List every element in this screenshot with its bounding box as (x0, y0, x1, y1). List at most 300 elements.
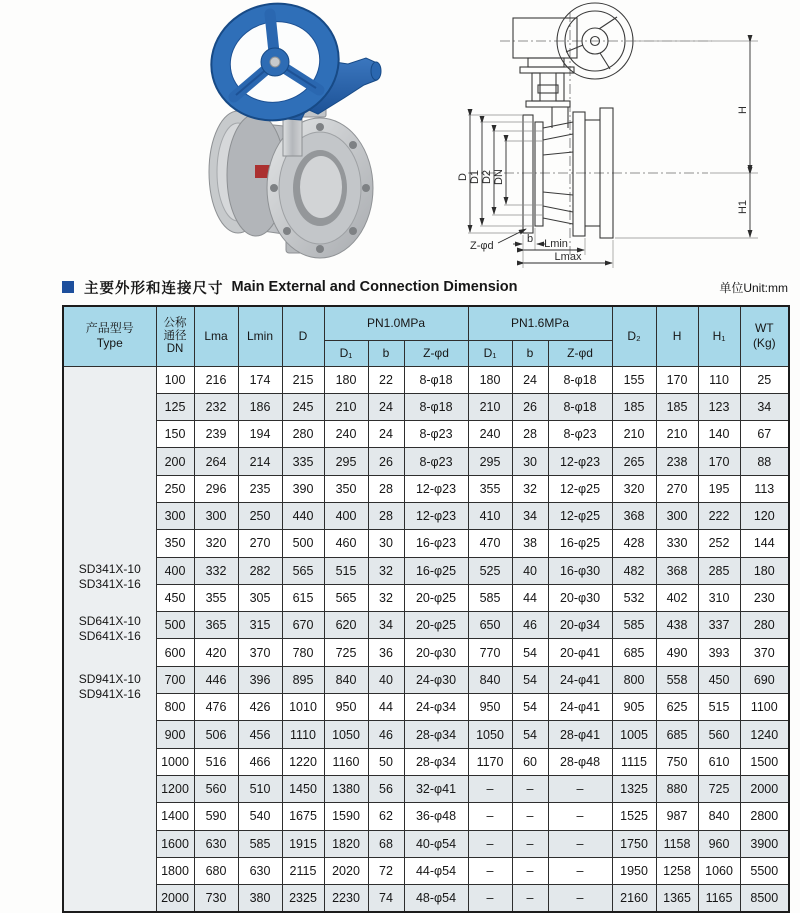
table-cell: 1820 (324, 830, 368, 857)
table-cell: 34 (740, 393, 789, 420)
table-cell: 1115 (612, 748, 656, 775)
table-cell: 20-φ25 (404, 584, 468, 611)
table-cell: 30 (368, 530, 404, 557)
table-cell: – (512, 857, 548, 884)
col-header-pn16-z: Z-φd (548, 340, 612, 366)
table-cell: 144 (740, 530, 789, 557)
table-cell: 440 (282, 502, 324, 529)
table-cell: 28 (512, 421, 548, 448)
table-cell: – (468, 885, 512, 912)
col-header-d2: D₂ (612, 306, 656, 366)
table-cell: 200 (156, 448, 194, 475)
diagram-label-d2: D2 (481, 169, 493, 185)
table-cell: 1050 (468, 721, 512, 748)
table-cell: 1100 (740, 694, 789, 721)
table-cell: 264 (194, 448, 238, 475)
table-cell: 438 (656, 612, 698, 639)
table-cell: 54 (512, 639, 548, 666)
table-cell: 368 (612, 502, 656, 529)
diagram-label-dn: DN (493, 169, 505, 185)
type-column-cell (63, 366, 156, 912)
table-cell: – (512, 803, 548, 830)
table-cell: 446 (194, 666, 238, 693)
table-cell: – (468, 857, 512, 884)
table-cell: 8-φ23 (404, 421, 468, 448)
table-cell: 24-φ30 (404, 666, 468, 693)
table-row (63, 448, 789, 475)
table-cell: 12-φ23 (548, 448, 612, 475)
table-cell: 1240 (740, 721, 789, 748)
table-row (63, 584, 789, 611)
table-cell: 2160 (612, 885, 656, 912)
table-cell: 280 (740, 612, 789, 639)
table-cell: 16-φ25 (404, 557, 468, 584)
diagram-label-h1: H1 (737, 199, 749, 215)
table-row (63, 721, 789, 748)
col-header-h: H (656, 306, 698, 366)
table-row (63, 557, 789, 584)
table-cell: 185 (656, 393, 698, 420)
table-cell: 615 (282, 584, 324, 611)
table-cell: 332 (194, 557, 238, 584)
table-cell: 1500 (740, 748, 789, 775)
table-cell: 28-φ34 (404, 748, 468, 775)
valve-photo (180, 0, 430, 262)
table-cell: – (468, 803, 512, 830)
table-cell: 396 (238, 666, 282, 693)
table-cell: 44 (512, 584, 548, 611)
table-cell: 240 (324, 421, 368, 448)
table-cell: 40 (368, 666, 404, 693)
table-cell: 26 (512, 393, 548, 420)
butterfly-valve-photo-image (180, 0, 430, 262)
table-cell: 44-φ54 (404, 857, 468, 884)
table-cell: – (548, 830, 612, 857)
section-bullet-icon (62, 281, 74, 293)
table-cell: 1915 (282, 830, 324, 857)
table-cell: 1200 (156, 775, 194, 802)
dimension-table (62, 305, 790, 913)
table-cell: 515 (324, 557, 368, 584)
table-cell: 252 (698, 530, 740, 557)
table-cell: 610 (698, 748, 740, 775)
col-header-lmin: Lmin (238, 306, 282, 366)
table-cell: 44 (368, 694, 404, 721)
table-cell: 393 (698, 639, 740, 666)
table-cell: 558 (656, 666, 698, 693)
table-cell: 630 (194, 830, 238, 857)
table-cell: 585 (612, 612, 656, 639)
table-cell: 525 (468, 557, 512, 584)
table-cell: 590 (194, 803, 238, 830)
table-cell: – (512, 830, 548, 857)
table-cell: 32 (368, 584, 404, 611)
col-header-dn-line3: DN (166, 342, 184, 355)
table-cell: – (548, 885, 612, 912)
table-cell: 1400 (156, 803, 194, 830)
dimension-diagram-image (450, 0, 795, 272)
table-row (63, 694, 789, 721)
table-cell: 20-φ30 (404, 639, 468, 666)
col-header-wt-line1: WT (754, 321, 774, 336)
table-cell: 1380 (324, 775, 368, 802)
table-cell: 620 (324, 612, 368, 639)
table-cell: 180 (468, 366, 512, 393)
col-header-pn10-d1: D₁ (324, 340, 368, 366)
table-cell: 560 (698, 721, 740, 748)
table-cell: 1590 (324, 803, 368, 830)
table-cell: – (548, 775, 612, 802)
col-header-d: D (282, 306, 324, 366)
table-cell: 780 (282, 639, 324, 666)
table-row (63, 885, 789, 912)
table-cell: 2230 (324, 885, 368, 912)
section-title-en: Main External and Connection Dimension (231, 279, 518, 295)
col-header-dn (156, 306, 194, 366)
table-cell: 195 (698, 475, 740, 502)
table-cell: 280 (282, 421, 324, 448)
table-cell: 350 (156, 530, 194, 557)
table-cell: 8500 (740, 885, 789, 912)
table-cell: 1060 (698, 857, 740, 884)
table-cell: 24-φ41 (548, 694, 612, 721)
table-cell: 337 (698, 612, 740, 639)
table-row (63, 666, 789, 693)
table-cell: 60 (512, 748, 548, 775)
table-cell: 50 (368, 748, 404, 775)
table-row (63, 803, 789, 830)
table-cell: 482 (612, 557, 656, 584)
table-cell: 5500 (740, 857, 789, 884)
table-cell: 180 (324, 366, 368, 393)
table-cell: 585 (238, 830, 282, 857)
table-cell: 470 (468, 530, 512, 557)
table-cell: 532 (612, 584, 656, 611)
table-cell: 1160 (324, 748, 368, 775)
table-cell: 12-φ25 (548, 475, 612, 502)
table-cell: 368 (656, 557, 698, 584)
table-cell: 123 (698, 393, 740, 420)
table-cell: 450 (698, 666, 740, 693)
table-cell: 1000 (156, 748, 194, 775)
table-cell: 600 (156, 639, 194, 666)
table-cell: 428 (612, 530, 656, 557)
table-cell: 800 (156, 694, 194, 721)
table-cell: 1158 (656, 830, 698, 857)
diagram-label-d: D (457, 173, 469, 181)
table-cell: 216 (194, 366, 238, 393)
table-cell: 1365 (656, 885, 698, 912)
diagram-label-d1: D1 (469, 169, 481, 185)
table-cell: 140 (698, 421, 740, 448)
type-label: SD641X-10 SD641X-16 (78, 613, 141, 643)
table-cell: 800 (612, 666, 656, 693)
table-cell: 88 (740, 448, 789, 475)
col-header-wt-line2: (Kg) (752, 336, 776, 351)
unit-label: 单位Unit:mm (719, 280, 788, 295)
table-cell: 1165 (698, 885, 740, 912)
table-row (63, 475, 789, 502)
table-cell: 402 (656, 584, 698, 611)
table-cell: 170 (698, 448, 740, 475)
table-cell: 8-φ18 (404, 366, 468, 393)
table-cell: 466 (238, 748, 282, 775)
table-row (63, 775, 789, 802)
table-cell: 20-φ41 (548, 639, 612, 666)
table-cell: 28-φ48 (548, 748, 612, 775)
col-header-type (63, 306, 156, 366)
table-cell: 210 (656, 421, 698, 448)
table-row (63, 830, 789, 857)
table-cell: 950 (324, 694, 368, 721)
table-cell: 476 (194, 694, 238, 721)
table-cell: 210 (612, 421, 656, 448)
table-cell: 48-φ54 (404, 885, 468, 912)
table-cell: 232 (194, 393, 238, 420)
table-cell: 625 (656, 694, 698, 721)
table-cell: 22 (368, 366, 404, 393)
table-cell: 34 (512, 502, 548, 529)
table-cell: – (548, 803, 612, 830)
table-cell: 25 (740, 366, 789, 393)
table-cell: 285 (698, 557, 740, 584)
table-cell: 560 (194, 775, 238, 802)
table-cell: 680 (194, 857, 238, 884)
table-cell: 1525 (612, 803, 656, 830)
table-cell: 987 (656, 803, 698, 830)
valve-diagram (450, 0, 795, 272)
col-header-pn10: PN1.0MPa (324, 306, 468, 340)
table-cell: 900 (156, 721, 194, 748)
table-cell: 670 (282, 612, 324, 639)
table-cell: 40-φ54 (404, 830, 468, 857)
diagram-label-b: b (526, 233, 534, 245)
table-cell: 28 (368, 475, 404, 502)
table-cell: 245 (282, 393, 324, 420)
table-cell: 365 (194, 612, 238, 639)
col-header-pn10-z: Z-φd (404, 340, 468, 366)
col-header-pn16: PN1.6MPa (468, 306, 612, 340)
table-cell: 1750 (612, 830, 656, 857)
table-cell: – (548, 857, 612, 884)
table-cell: 370 (740, 639, 789, 666)
col-header-wt (740, 306, 789, 366)
table-cell: 410 (468, 502, 512, 529)
table-cell: 960 (698, 830, 740, 857)
table-cell: 2000 (156, 885, 194, 912)
table-cell: 265 (612, 448, 656, 475)
col-header-lma: Lma (194, 306, 238, 366)
col-header-dn-line1: 公称 (163, 316, 187, 329)
table-cell: 125 (156, 393, 194, 420)
table-cell: 370 (238, 639, 282, 666)
table-cell: 1325 (612, 775, 656, 802)
table-cell: 113 (740, 475, 789, 502)
table-cell: 400 (324, 502, 368, 529)
table-cell: 770 (468, 639, 512, 666)
diagram-label-lmax: Lmax (554, 251, 582, 263)
table-row (63, 857, 789, 884)
table-cell: 16-φ30 (548, 557, 612, 584)
table-cell: 420 (194, 639, 238, 666)
table-cell: 235 (238, 475, 282, 502)
table-cell: 155 (612, 366, 656, 393)
table-cell: 16-φ23 (404, 530, 468, 557)
table-cell: 300 (156, 502, 194, 529)
table-row (63, 393, 789, 420)
col-header-type-en: Type (96, 336, 123, 351)
table-cell: 515 (698, 694, 740, 721)
table-cell: 12-φ23 (404, 502, 468, 529)
table-cell: 1950 (612, 857, 656, 884)
table-cell: 2115 (282, 857, 324, 884)
table-cell: 2020 (324, 857, 368, 884)
table-cell: 380 (238, 885, 282, 912)
type-label: SD341X-10 SD341X-16 (78, 562, 141, 592)
table-cell: 24 (368, 421, 404, 448)
table-cell: 335 (282, 448, 324, 475)
table-cell: 320 (194, 530, 238, 557)
table-cell: 300 (656, 502, 698, 529)
col-header-type-cn: 产品型号 (85, 321, 134, 336)
col-header-pn16-d1: D₁ (468, 340, 512, 366)
table-cell: 186 (238, 393, 282, 420)
table-cell: 330 (656, 530, 698, 557)
table-cell: 72 (368, 857, 404, 884)
table-cell: 295 (468, 448, 512, 475)
table-cell: 500 (156, 612, 194, 639)
table-cell: 239 (194, 421, 238, 448)
table-cell: 565 (324, 584, 368, 611)
col-header-pn16-b: b (512, 340, 548, 366)
table-cell: 310 (698, 584, 740, 611)
table-cell: 2325 (282, 885, 324, 912)
table-cell: 390 (282, 475, 324, 502)
table-cell: 40 (512, 557, 548, 584)
table-cell: 28-φ41 (548, 721, 612, 748)
table-cell: 895 (282, 666, 324, 693)
table-row (63, 421, 789, 448)
table-row (63, 366, 789, 393)
table-cell: 24 (368, 393, 404, 420)
table-cell: 295 (324, 448, 368, 475)
table-cell: – (512, 885, 548, 912)
table-cell: 750 (656, 748, 698, 775)
table-cell: 700 (156, 666, 194, 693)
diagram-label-h: H (737, 106, 749, 114)
table-cell: 32 (368, 557, 404, 584)
table-cell: 685 (656, 721, 698, 748)
table-cell: – (468, 775, 512, 802)
table-cell: 32 (512, 475, 548, 502)
table-cell: 20-φ30 (548, 584, 612, 611)
table-cell: – (512, 775, 548, 802)
table-cell: 840 (324, 666, 368, 693)
section-title-cn: 主要外形和连接尺寸 (84, 280, 224, 297)
table-cell: 355 (468, 475, 512, 502)
section-title (62, 276, 788, 298)
table-cell: 1800 (156, 857, 194, 884)
table-cell: 296 (194, 475, 238, 502)
type-label: SD941X-10 SD941X-16 (78, 671, 141, 701)
table-cell: 300 (194, 502, 238, 529)
table-cell: 1170 (468, 748, 512, 775)
table-cell: 170 (656, 366, 698, 393)
table-cell: 20-φ34 (548, 612, 612, 639)
table-cell: 46 (368, 721, 404, 748)
table-cell: 180 (740, 557, 789, 584)
table-cell: 350 (324, 475, 368, 502)
table-cell: 1675 (282, 803, 324, 830)
table-cell: 194 (238, 421, 282, 448)
table-cell: 32-φ41 (404, 775, 468, 802)
table-cell: 174 (238, 366, 282, 393)
table-body (63, 366, 789, 912)
table-cell: 250 (238, 502, 282, 529)
table-cell: 950 (468, 694, 512, 721)
table-cell: 650 (468, 612, 512, 639)
table-cell: 215 (282, 366, 324, 393)
table-cell: 730 (194, 885, 238, 912)
table-cell: 630 (238, 857, 282, 884)
table-cell: 270 (656, 475, 698, 502)
table-cell: 34 (368, 612, 404, 639)
table-cell: 100 (156, 366, 194, 393)
table-cell: 1110 (282, 721, 324, 748)
table-cell: 8-φ23 (548, 421, 612, 448)
diagram-label-z-phi-d: Z-φd (470, 240, 494, 252)
table-cell: 8-φ18 (548, 366, 612, 393)
table-cell: 238 (656, 448, 698, 475)
table-cell: 24-φ41 (548, 666, 612, 693)
table-cell: 1010 (282, 694, 324, 721)
table-cell: 540 (238, 803, 282, 830)
table-cell: 28-φ34 (404, 721, 468, 748)
table-cell: 516 (194, 748, 238, 775)
table-cell: 67 (740, 421, 789, 448)
table-cell: 8-φ18 (548, 393, 612, 420)
table-cell: 110 (698, 366, 740, 393)
table-cell: – (468, 830, 512, 857)
table-cell: 36 (368, 639, 404, 666)
table-cell: 1600 (156, 830, 194, 857)
table-cell: 840 (468, 666, 512, 693)
table-cell: 1450 (282, 775, 324, 802)
table-cell: 315 (238, 612, 282, 639)
table-cell: 506 (194, 721, 238, 748)
table-cell: 2800 (740, 803, 789, 830)
table-cell: 305 (238, 584, 282, 611)
table-cell: 56 (368, 775, 404, 802)
table-cell: 456 (238, 721, 282, 748)
table-cell: 8-φ23 (404, 448, 468, 475)
table-cell: 20-φ25 (404, 612, 468, 639)
table-cell: 490 (656, 639, 698, 666)
table-cell: 725 (324, 639, 368, 666)
table-cell: 690 (740, 666, 789, 693)
table-row (63, 530, 789, 557)
col-header-dn-line2: 通径 (163, 329, 187, 342)
table-cell: 585 (468, 584, 512, 611)
col-header-pn10-b: b (368, 340, 404, 366)
table-row (63, 612, 789, 639)
table-cell: 250 (156, 475, 194, 502)
table-cell: 54 (512, 666, 548, 693)
table-cell: 240 (468, 421, 512, 448)
table-cell: 426 (238, 694, 282, 721)
table-cell: 24 (512, 366, 548, 393)
table-cell: 62 (368, 803, 404, 830)
